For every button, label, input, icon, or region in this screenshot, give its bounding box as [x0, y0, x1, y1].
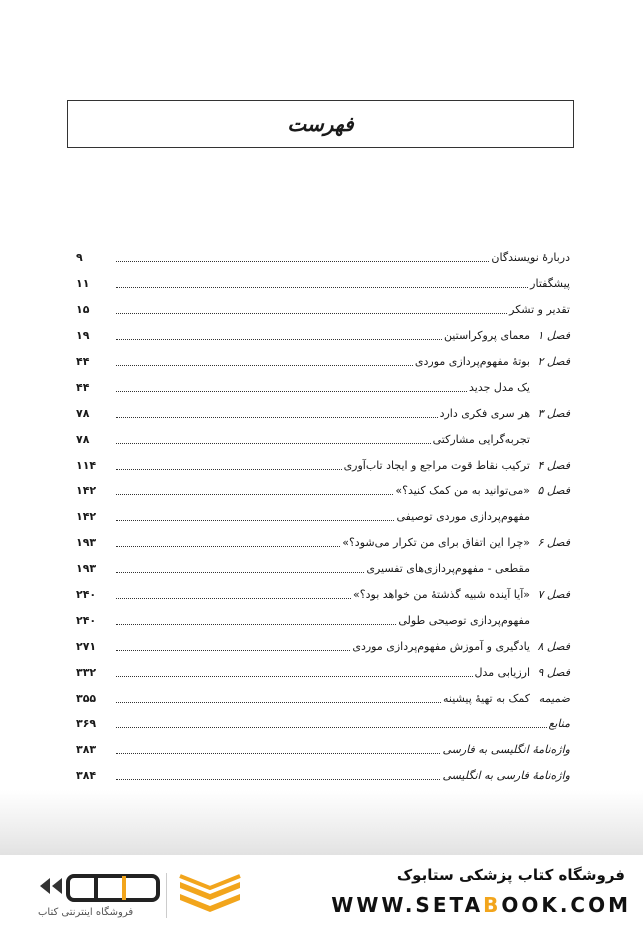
toc-row[interactable] [76, 530, 570, 556]
toc-row[interactable] [76, 426, 570, 452]
toc-dot-leader [116, 675, 473, 677]
toc-entry [116, 743, 570, 756]
toc-title: واژه‌نامهٔ فارسی به انگلیسی [442, 769, 570, 783]
toc-row[interactable] [76, 763, 570, 789]
toc-page-number: ۱۴۲ [76, 484, 97, 498]
toc-row[interactable] [76, 478, 570, 504]
toc-dot-leader [116, 545, 340, 547]
toc-row[interactable] [76, 659, 570, 685]
toc-page-number: ۷۸ [76, 406, 90, 420]
toc-title: پیشگفتار [530, 277, 570, 291]
toc-title: دربارهٔ نویسندگان [491, 251, 570, 265]
toc-dot-leader [116, 338, 442, 340]
toc-chapter-label: فصل ۱ [537, 329, 570, 343]
toc-row[interactable] [76, 633, 570, 659]
toc-row[interactable] [76, 556, 570, 582]
toc-entry [116, 355, 530, 368]
toc-dot-leader [116, 468, 342, 470]
toc-row[interactable] [76, 349, 570, 375]
toc-page-number: ۲۷۱ [76, 639, 97, 653]
toc-title: مفهوم‌پردازی توصیحی طولی [398, 613, 530, 627]
toc-dot-leader [116, 390, 467, 392]
toc-row[interactable] [76, 452, 570, 478]
toc-entry [116, 329, 530, 342]
logo-separator [166, 873, 167, 918]
toc-chapter-label: فصل ۹ [537, 665, 570, 679]
toc-dot-leader [116, 597, 351, 599]
toc-page-number: ۱۵ [76, 303, 90, 317]
toc-row[interactable] [76, 711, 570, 737]
seta-logo-icon [36, 868, 164, 906]
toc-page-number: ۲۴۰ [76, 613, 97, 627]
toc-title: یادگیری و آموزش مفهوم‌پردازی موردی [352, 639, 530, 653]
toc-chapter-label: فصل ۴ [537, 458, 570, 472]
page-title: فهرست [287, 112, 354, 136]
toc-dot-leader [116, 778, 440, 780]
toc-title: تقدیر و تشکر [509, 303, 570, 317]
toc-entry [116, 277, 570, 290]
toc-row[interactable] [76, 271, 570, 297]
toc-dot-leader [116, 752, 440, 754]
toc-entry [116, 459, 530, 472]
toc-entry [116, 614, 530, 627]
toc-dot-leader [116, 519, 394, 521]
toc-title: «می‌توانید به من کمک کنید؟» [395, 484, 530, 498]
toc-row[interactable] [76, 374, 570, 400]
toc-page-number: ۷۸ [76, 432, 90, 446]
toc-entry [116, 381, 530, 394]
toc-page-number: ۴۴ [76, 380, 90, 394]
toc-page-number: ۳۸۴ [76, 769, 97, 783]
toc-entry [116, 717, 570, 730]
table-of-contents [76, 245, 570, 789]
toc-title: مقطعی - مفهوم‌پردازی‌های تفسیری [366, 562, 530, 576]
toc-page-number: ۱۱ [76, 277, 90, 291]
toc-row[interactable] [76, 245, 570, 271]
toc-entry [116, 588, 530, 601]
toc-dot-leader [116, 260, 489, 262]
toc-page-number: ۱۹ [76, 329, 90, 343]
toc-page-number: ۲۴۰ [76, 588, 97, 602]
toc-dot-leader [116, 416, 438, 418]
toc-dot-leader [116, 623, 396, 625]
toc-row[interactable] [76, 607, 570, 633]
toc-dot-leader [116, 312, 507, 314]
toc-title: معمای پروکراستین [443, 329, 530, 343]
toc-row[interactable] [76, 737, 570, 763]
toc-title: یک مدل جدید [469, 380, 530, 394]
toc-page-number: ۳۶۹ [76, 717, 97, 731]
url-part-accent: B [483, 893, 502, 917]
toc-title: بوتهٔ مفهوم‌پردازی موردی [414, 355, 530, 368]
toc-row[interactable] [76, 685, 570, 711]
toc-page-number: ۱۱۴ [76, 458, 97, 472]
toc-chapter-label: فصل ۷ [537, 588, 570, 602]
toc-title: «چرا این اتفاق برای من تکرار می‌شود؟» [342, 536, 530, 550]
toc-dot-leader [116, 571, 364, 573]
toc-row[interactable] [76, 400, 570, 426]
toc-entry [116, 536, 530, 549]
toc-title: منابع [548, 717, 570, 731]
toc-dot-leader [116, 726, 547, 728]
toc-entry [116, 510, 530, 523]
toc-dot-leader [116, 442, 431, 444]
store-url[interactable] [331, 893, 631, 917]
toc-title: ترکیب نقاط قوت مراجع و ایجاد تاب‌آوری [343, 458, 530, 472]
logo-subtitle: فروشگاه اینترنتی کتاب [38, 907, 134, 918]
toc-title: کمک به تهیهٔ پیشینه [443, 691, 530, 705]
toc-page-number: ۳۵۵ [76, 691, 97, 705]
toc-dot-leader [116, 493, 393, 495]
toc-dot-leader [116, 649, 350, 651]
toc-entry [116, 303, 570, 316]
toc-entry [116, 640, 530, 653]
toc-entry [116, 484, 530, 497]
toc-page-number: ۳۸۳ [76, 743, 97, 757]
toc-row[interactable] [76, 582, 570, 608]
toc-page-number: ۱۴۲ [76, 510, 97, 524]
toc-title: «آیا آینده شبیه گذشتهٔ من خواهد بود؟» [353, 588, 530, 602]
toc-chapter-label: فصل ۵ [537, 484, 570, 498]
toc-dot-leader [116, 286, 528, 288]
toc-dot-leader [116, 701, 441, 703]
toc-page-number: ۹ [76, 251, 83, 265]
toc-page-number: ۱۹۳ [76, 536, 97, 550]
toc-chapter-label: ضمیمه [538, 691, 570, 705]
toc-chapter-label: فصل ۲ [537, 355, 570, 368]
toc-chapter-label: فصل ۳ [537, 406, 570, 420]
url-part-1: WWW.SETA [331, 893, 484, 917]
url-part-2: OOK.COM [501, 893, 631, 917]
toc-page-number: ۴۴ [76, 355, 90, 368]
toc-row[interactable] [76, 297, 570, 323]
toc-chapter-label: فصل ۶ [537, 536, 570, 550]
toc-entry [116, 251, 570, 264]
toc-entry [116, 433, 530, 446]
toc-dot-leader [116, 364, 413, 366]
toc-page-number: ۱۹۳ [76, 562, 97, 576]
toc-page-number: ۳۳۲ [76, 665, 97, 679]
toc-entry [116, 407, 530, 420]
toc-entry [116, 692, 530, 705]
toc-title: تجربه‌گرایی مشارکتی [432, 432, 530, 446]
title-box [67, 100, 574, 148]
store-name: فروشگاه کتاب پزشکی ستابوک [396, 866, 625, 884]
toc-title: ارزیابی مدل [474, 665, 530, 679]
toc-title: مفهوم‌پردازی موردی توصیفی [396, 510, 530, 524]
book-logo-icon [176, 872, 244, 918]
toc-row[interactable] [76, 504, 570, 530]
toc-entry [116, 769, 570, 782]
toc-title: واژه‌نامهٔ انگلیسی به فارسی [442, 743, 570, 757]
toc-title: هر سری فکری دارد [439, 406, 530, 420]
toc-entry [116, 666, 530, 679]
toc-row[interactable] [76, 323, 570, 349]
toc-entry [116, 562, 530, 575]
toc-chapter-label: فصل ۸ [537, 639, 570, 653]
